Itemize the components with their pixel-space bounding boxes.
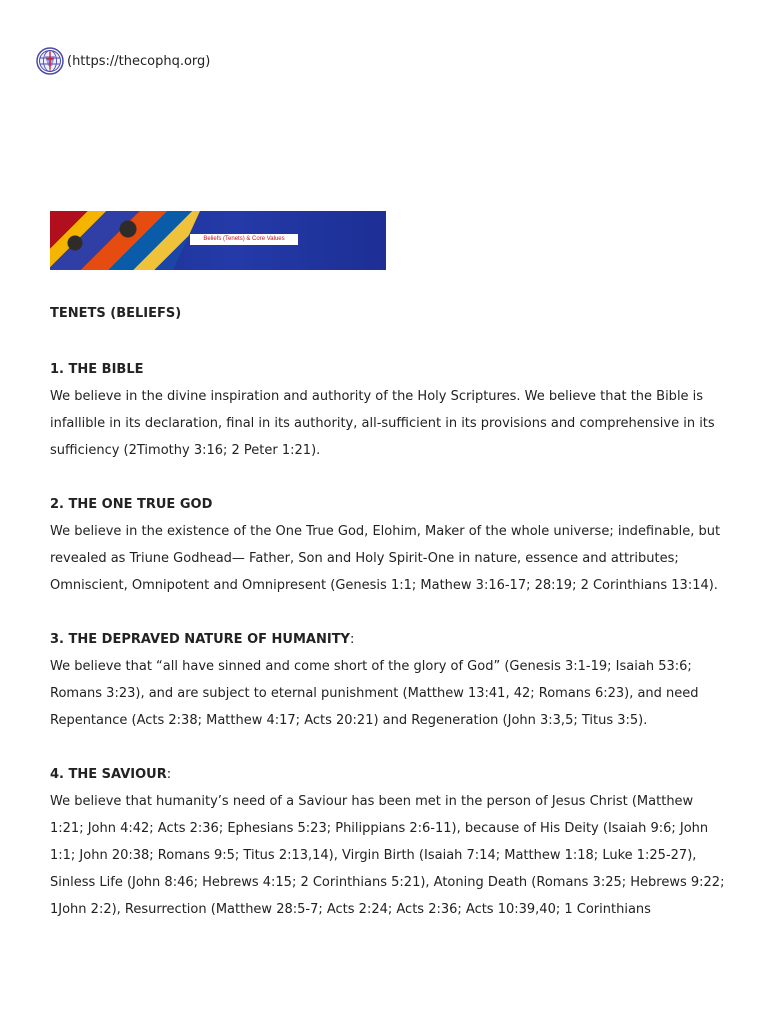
section-body: We believe in the divine inspiration and authority of the Holy Scriptures. We believe that the Bible is infallible in its declaration, final in its authority, all-sufficient in its provisions and comprehensive in its sufficiency (2Timothy 3:16; 2 Peter 1:21). bbox=[50, 389, 715, 458]
banner-photo bbox=[50, 211, 200, 270]
section-depraved-nature bbox=[50, 626, 730, 734]
section-heading bbox=[50, 626, 730, 653]
section-body: We believe that humanity’s need of a Saviour has been met in the person of Jesus Christ (Matthew 1:21; John 4:42; Acts 2:36; Ephesians 5:23; Philippians 2:6-11), because of His Deity (Isaiah 9:6; John 1:1; John 20:38; Romans 9:5; Titus 2:13,14), Virgin Birth (Isaiah 7:14; Matthew 1:18; Luke 1:25-27), Sinless Life (John 8:46; Hebrews 4:15; 2 Corinthians 5:21), Atoning Death (Romans 3:25; Hebrews 9:22; 1John 2:2), Resurrection (Matthew 28:5-7; Acts 2:24; Acts 2:36; Acts 10:39,40; 1 Corinthians bbox=[50, 794, 725, 917]
tenets-content bbox=[50, 300, 730, 950]
site-link[interactable] bbox=[36, 47, 210, 75]
section-heading bbox=[50, 356, 730, 383]
section-one-true-god bbox=[50, 491, 730, 599]
section-bible bbox=[50, 356, 730, 464]
church-globe-logo-icon bbox=[36, 47, 64, 75]
section-heading-text: 3. THE DEPRAVED NATURE OF HUMANITY bbox=[50, 632, 350, 647]
banner-label: Beliefs (Tenets) & Core Values bbox=[190, 234, 298, 245]
section-heading-text: 1. THE BIBLE bbox=[50, 362, 144, 377]
section-heading bbox=[50, 491, 730, 518]
section-heading-suffix: : bbox=[166, 767, 172, 782]
section-heading-text: 2. THE ONE TRUE GOD bbox=[50, 497, 213, 512]
section-heading-suffix: : bbox=[349, 632, 355, 647]
section-heading-text: 4. THE SAVIOUR bbox=[50, 767, 167, 782]
section-saviour bbox=[50, 761, 730, 923]
page-title: TENETS (BELIEFS) bbox=[50, 306, 182, 321]
section-heading bbox=[50, 761, 730, 788]
section-body: We believe that “all have sinned and come short of the glory of God” (Genesis 3:1-19; Isaiah 53:6; Romans 3:23), and are subject to eternal punishment (Matthew 13:41, 42; Romans 6:23), and need Repentance (Acts 2:38; Matthew 4:17; Acts 20:21) and Regeneration (John 3:3,5; Titus 3:5). bbox=[50, 659, 699, 728]
beliefs-banner bbox=[50, 211, 386, 270]
section-body: We believe in the existence of the One True God, Elohim, Maker of the whole universe; indefinable, but revealed as Triune Godhead— Father, Son and Holy Spirit-One in nature, essence and attributes; Omniscient, Omnipotent and Omnipresent (Genesis 1:1; Mathew 3:16-17; 28:19; 2 Corinthians 13:14). bbox=[50, 524, 721, 593]
site-link-text: (https://thecophq.org) bbox=[67, 53, 211, 69]
